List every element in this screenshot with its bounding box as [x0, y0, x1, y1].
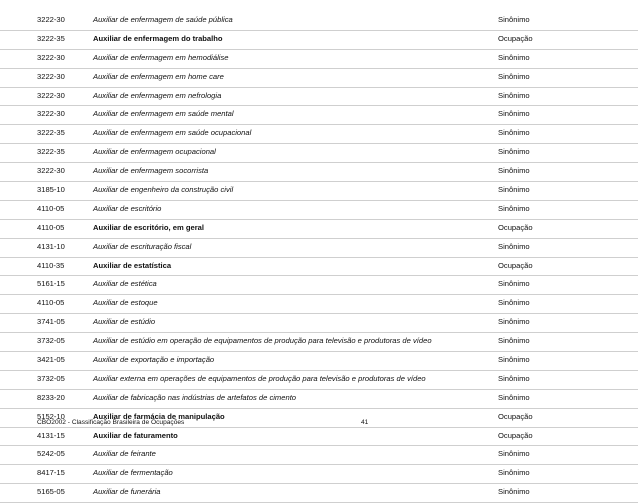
occupation-code: 3222-30 [37, 15, 65, 24]
occupation-title: Auxiliar de enfermagem de saúde pública [93, 15, 233, 24]
occupation-title: Auxiliar de enfermagem em saúde mental [93, 109, 234, 119]
table-row [0, 352, 638, 371]
page-footer [37, 418, 597, 432]
occupation-title: Auxiliar de estúdio em operação de equipamentos de produção para televisão e produtoras de vídeo [93, 336, 432, 346]
occupation-title: Auxiliar externa em operações de equipamentos de produção para televisão e produtoras de vídeo [93, 373, 426, 383]
occupation-title: Auxiliar de enfermagem em nefrologia [93, 90, 222, 100]
occupation-title: Auxiliar de feirante [93, 449, 156, 459]
entry-type: Ocupação [498, 260, 533, 270]
entry-type: Sinônimo [498, 166, 530, 176]
occupation-title: Auxiliar de fabricação nas indústrias de artefatos de cimento [93, 392, 297, 402]
page-number: 41 [361, 419, 369, 426]
occupation-code: 3222-35 [37, 33, 65, 43]
entry-type: Sinônimo [498, 487, 530, 497]
table-row [0, 69, 638, 88]
entry-type: Sinônimo [498, 52, 530, 62]
occupation-title: Auxiliar de farmácia de manipulação [93, 411, 225, 421]
table-row [0, 163, 638, 182]
occupation-code: 3741-05 [37, 317, 65, 327]
occupation-code: 4110-05 [37, 222, 65, 232]
occupation-title: Auxiliar de enfermagem socorrista [93, 166, 209, 176]
table-row [0, 201, 638, 220]
occupation-code: 3222-30 [37, 109, 65, 119]
occupation-code: 3185-10 [37, 185, 65, 195]
entry-type: Sinônimo [498, 373, 530, 383]
table-row [0, 220, 638, 239]
entry-type: Sinônimo [498, 336, 530, 346]
entry-type: Sinônimo [498, 185, 530, 195]
table-row [0, 390, 638, 409]
table-row [0, 258, 638, 277]
occupation-title: Auxiliar de escrituração fiscal [93, 241, 192, 251]
occupation-code: 3732-05 [37, 373, 65, 383]
table-row [0, 88, 638, 107]
occupation-code: 3421-05 [37, 355, 65, 365]
occupation-title: Auxiliar de estúdio [93, 317, 156, 327]
table-row [0, 106, 638, 125]
occupation-title: Auxiliar de enfermagem em hemodiálise [93, 52, 229, 62]
entry-type: Sinônimo [498, 317, 530, 327]
occupation-code: 3222-35 [37, 128, 65, 138]
table-row [0, 239, 638, 258]
occupation-title: Auxiliar de escritório, em geral [93, 222, 204, 232]
occupation-code: 8233-20 [37, 392, 65, 402]
occupation-title: Auxiliar de exportação e importação [93, 355, 215, 365]
entry-type: Sinônimo [498, 15, 530, 24]
entry-type: Sinônimo [498, 203, 530, 213]
table-row [0, 31, 638, 50]
entry-type: Sinônimo [498, 71, 530, 81]
occupation-code: 3222-30 [37, 71, 65, 81]
footer-source: CBO2002 - Classificação Brasileira de Ocupações [37, 419, 185, 426]
occupation-code: 4131-10 [37, 241, 65, 251]
entry-type: Sinônimo [498, 128, 530, 138]
occupation-code: 8417-15 [37, 468, 65, 478]
occupation-title: Auxiliar de estética [93, 279, 157, 289]
occupation-title: Auxiliar de fermentação [93, 468, 173, 478]
occupation-code: 3732-05 [37, 336, 65, 346]
entry-type: Sinônimo [498, 279, 530, 289]
entry-type: Sinônimo [498, 392, 530, 402]
occupation-code: 3222-30 [37, 90, 65, 100]
occupation-title: Auxiliar de estatística [93, 260, 172, 270]
occupation-title: Auxiliar de enfermagem ocupacional [93, 147, 216, 157]
occupation-title: Auxiliar de enfermagem em saúde ocupacional [93, 128, 252, 138]
occupation-code: 5152-10 [37, 411, 65, 421]
occupation-code: 3222-30 [37, 166, 65, 176]
table-row [0, 50, 638, 69]
occupation-title: Auxiliar de enfermagem em home care [93, 71, 224, 81]
occupation-code: 3222-30 [37, 52, 65, 62]
table-row [0, 295, 638, 314]
occupation-code: 4110-35 [37, 260, 65, 270]
occupation-title: Auxiliar de escritório [93, 203, 162, 213]
occupation-code: 5242-05 [37, 449, 65, 459]
occupation-code: 3222-35 [37, 147, 65, 157]
occupation-code: 4110-05 [37, 298, 65, 308]
entry-type: Sinônimo [498, 241, 530, 251]
occupation-code: 4110-05 [37, 203, 65, 213]
table-row [0, 484, 638, 503]
occupation-title: Auxiliar de estoque [93, 298, 158, 308]
table-row [0, 314, 638, 333]
occupation-code: 5161-15 [37, 279, 65, 289]
occupation-title: Auxiliar de funerária [93, 487, 161, 497]
entry-type: Ocupação [498, 222, 533, 232]
occupation-title: Auxiliar de enfermagem do trabalho [93, 33, 223, 43]
occupation-title: Auxiliar de engenheiro da construção civil [93, 185, 234, 195]
entry-type: Sinônimo [498, 355, 530, 365]
entry-type: Ocupação [498, 411, 533, 421]
table-row [0, 333, 638, 352]
entry-type: Sinônimo [498, 449, 530, 459]
occupation-code: 5165-05 [37, 487, 65, 497]
occupation-code: 4131-15 [37, 430, 65, 440]
table-row [0, 465, 638, 484]
table-row [0, 12, 638, 31]
entry-type: Ocupação [498, 430, 533, 440]
entry-type: Ocupação [498, 33, 533, 43]
table-row [0, 446, 638, 465]
entry-type: Sinônimo [498, 298, 530, 308]
table-row [0, 276, 638, 295]
entry-type: Sinônimo [498, 90, 530, 100]
table-row [0, 144, 638, 163]
table-row [0, 125, 638, 144]
table-row [0, 371, 638, 390]
table-row [0, 182, 638, 201]
entry-type: Sinônimo [498, 147, 530, 157]
entry-type: Sinônimo [498, 109, 530, 119]
occupation-title: Auxiliar de faturamento [93, 430, 178, 440]
entry-type: Sinônimo [498, 468, 530, 478]
